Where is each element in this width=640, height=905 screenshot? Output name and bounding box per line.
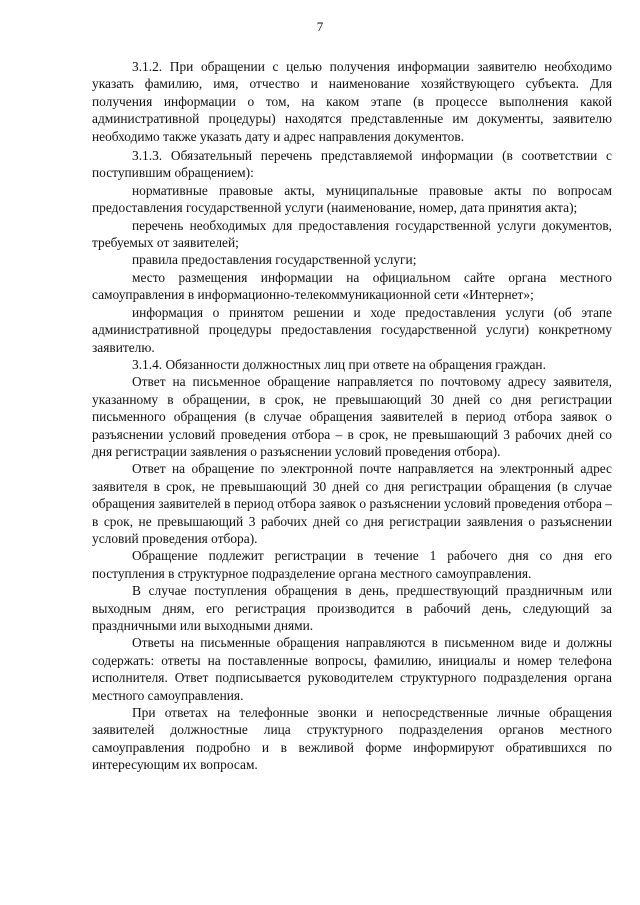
- list-item-documents-list: перечень необходимых для предоставления государственной услуги документов, требуемых от заявителей;: [92, 217, 612, 251]
- paragraph-written-reply: Ответ на письменное обращение направляется по почтовому адресу заявителя, указанному в обращении, в срок, не превышающий 30 дней со дня регистрации письменного обращения (в случае обращения заявителей в период отбора заявок о разъяснении условий проведения отбора – в срок, не превышающий 3 рабочих дней со дня регистрации заявления о разъяснении условий проведения отбора).: [92, 374, 612, 459]
- paragraph-3-1-2: 3.1.2. При обращении с целью получения информации заявителю необходимо указать фамилию, имя, отчество и наименование хозяйствующего субъекта. Для получения информации о том, на каком этапе (в процессе выполнения какой административной процедуры) находятся представленные им документы, заявителю необходимо также указать дату и адрес направления документов.: [92, 59, 612, 144]
- page-number: 7: [316, 19, 324, 34]
- list-item-service-rules: правила предоставления государственной услуги;: [132, 252, 417, 268]
- list-item-decision-info: информация о принятом решении и ходе предоставления услуги (об этапе административной процедуры предоставления государственной услуги) конкретному заявителю.: [92, 304, 612, 355]
- paragraph-3-1-4: 3.1.4. Обязанности должностных лиц при ответе на обращения граждан.: [132, 356, 546, 372]
- paragraph-registration: Обращение подлежит регистрации в течение 1 рабочего дня со дня его поступления в структурное подразделение органа местного самоуправления.: [92, 548, 612, 581]
- list-item-website-info: место размещения информации на официальном сайте органа местного самоуправления в информационно-телекоммуникационной сети «Интернет»;: [92, 269, 612, 303]
- paragraph-reply-content: Ответы на письменные обращения направляются в письменном виде и должны содержать: ответы на поставленные вопросы, фамилию, инициалы и номер телефона исполнителя. Ответ подписывается руководителем структурного подразделения органа местного самоуправления.: [92, 635, 612, 703]
- document-body: [92, 58, 612, 774]
- paragraph-holiday-registration: В случае поступления обращения в день, предшествующий праздничным или выходным дням, его регистрация производится в рабочий день, следующий за праздничными или выходными днями.: [92, 583, 612, 633]
- paragraph-phone-calls: При ответах на телефонные звонки и непосредственные личные обращения заявителей должностные лица структурного подразделения органов местного самоуправления подробно и в вежливой форме информируют обратившихся по интересующим их вопросам.: [92, 705, 612, 773]
- list-item-legal-acts: нормативные правовые акты, муниципальные правовые акты по вопросам предоставления государственной услуги (наименование, номер, дата принятия акта);: [92, 182, 612, 216]
- paragraph-3-1-3: 3.1.3. Обязательный перечень представляемой информации (в соответствии с поступившим обращением):: [92, 148, 612, 181]
- paragraph-email-reply: Ответ на обращение по электронной почте направляется на электронный адрес заявителя в срок, не превышающий 30 дней со дня регистрации обращения (в случае обращения заявителей в период отбора заявок о разъяснении условий проведения отбора – в срок, не превышающий 3 рабочих дней со дня регистрации заявления о разъяснении условий проведения отбора).: [92, 461, 612, 546]
